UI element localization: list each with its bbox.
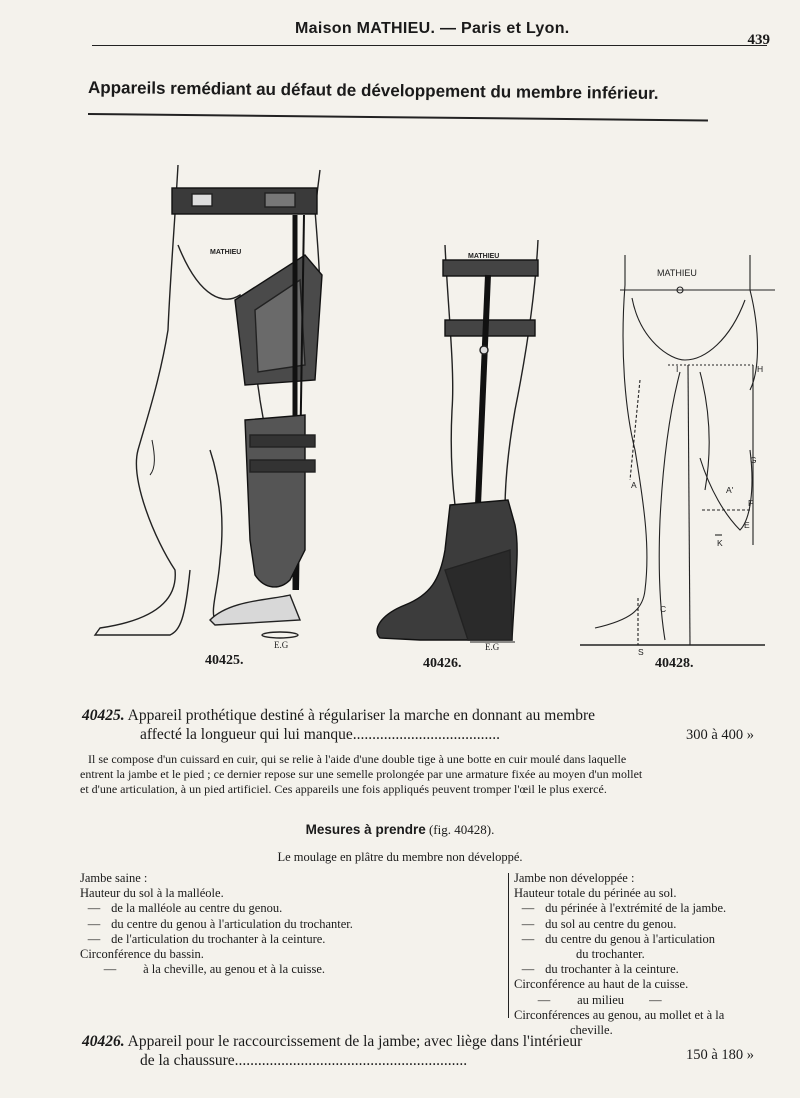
- fig2-signature: E.G: [485, 642, 500, 652]
- measures-title: Mesures à prendre: [305, 822, 426, 837]
- page-number: 439: [747, 32, 770, 48]
- left-line-1: Jambe saine :: [80, 871, 148, 885]
- fig3-letter-f: F: [748, 498, 754, 508]
- item-40425-line1: [82, 706, 595, 725]
- illustrations: [60, 150, 780, 670]
- measures-heading: [0, 822, 800, 838]
- fig3-letter-a2: A': [726, 485, 734, 495]
- figure-40426-leg-boot-illustration: [377, 240, 538, 642]
- header-house: Maison MATHIEU. — Paris et Lyon.: [295, 20, 570, 37]
- item-40425-line2: affecté la longueur qui lui manque......................................: [140, 726, 501, 743]
- item-40426-title: Appareil pour le raccourcissement de la jambe; avec liège dans l'intérieur: [127, 1033, 583, 1050]
- item-40425-desc-line1: Il se compose d'un cuissard en cuir, qui se relie à l'aide d'une double tige à une botte en cuir moulé dans laquelle: [88, 752, 627, 766]
- left-line-6: Circonférence du bassin.: [80, 947, 204, 962]
- fig3-letter-i: I: [676, 364, 679, 374]
- fig-number-40428: 40428.: [655, 656, 694, 671]
- lower-boot: [210, 415, 315, 638]
- right-line-2: Hauteur totale du périnée au sol.: [514, 886, 677, 901]
- right-line-1: Jambe non développée :: [514, 871, 635, 885]
- measures-fig-ref: (fig. 40428).: [428, 822, 495, 837]
- fig3-letter-c: C: [660, 604, 667, 614]
- left-line-5: — de l'articulation du trochanter à la ceinture.: [87, 931, 326, 946]
- left-line-3: — de la malléole au centre du genou.: [87, 901, 283, 916]
- fig3-letter-a: A: [631, 480, 637, 490]
- item-40426-line1: [82, 1032, 582, 1051]
- item-40425-title: Appareil prothétique destiné à régulariser la marche en donnant au membre: [127, 707, 596, 724]
- right-line-8: — au milieu —: [537, 992, 662, 1007]
- left-line-2: Hauteur du sol à la malléole.: [80, 886, 224, 901]
- fig-number-40426: 40426.: [423, 656, 462, 671]
- right-line-5b: du trochanter.: [576, 947, 645, 962]
- fig-number-40425: 40425.: [205, 653, 244, 668]
- right-line-6: — du trochanter à la ceinture.: [521, 962, 679, 977]
- fig3-letter-e: E: [744, 520, 750, 530]
- item-40425-price: 300 à 400 »: [686, 727, 755, 743]
- item-40426-line2: de la chaussure............................................................: [140, 1052, 468, 1069]
- fig1-signature: E.G: [274, 640, 289, 650]
- fig3-letter-s: S: [638, 647, 644, 657]
- right-line-9b: cheville.: [570, 1023, 613, 1038]
- right-line-9: Circonférences au genou, au mollet et à la: [514, 1007, 725, 1022]
- header-rule: [92, 45, 767, 46]
- section-rule: [88, 113, 708, 121]
- item-40426-price: 150 à 180 »: [686, 1047, 755, 1063]
- fig3-letter-h: H: [757, 364, 764, 374]
- measures-right-column: [514, 871, 726, 1038]
- fig1-brand: MATHIEU: [210, 249, 242, 256]
- right-line-7: Circonférence au haut de la cuisse.: [514, 977, 689, 992]
- fig3-letter-k: K: [717, 538, 723, 548]
- left-line-4: — du centre du genou à l'articulation du trochanter.: [87, 916, 353, 931]
- item-40425-desc-line3: et d'une articulation, à un pied artificiel. Ces appareils une fois appliqués peuvent tromper l'œil le plus exercé.: [80, 782, 607, 796]
- right-line-3: — du périnée à l'extrémité de la jambe.: [521, 901, 727, 916]
- figure-40428-measurement-diagram: [580, 255, 775, 645]
- thigh-belt: [172, 188, 317, 214]
- right-line-4: — du sol au centre du genou.: [521, 916, 677, 931]
- fig3-brand: MATHIEU: [657, 268, 697, 278]
- measures-left-column: [80, 871, 353, 977]
- fig2-brand: MATHIEU: [468, 253, 500, 260]
- left-line-7: — à la cheville, au genou et à la cuisse.: [103, 962, 325, 977]
- measures-moulage: Le moulage en plâtre du membre non développé.: [277, 850, 523, 864]
- fig3-letter-g: G: [750, 455, 757, 465]
- item-40425-desc-line2: entrent la jambe et le pied ; ce dernier repose sur une semelle prolongée par une armature fixée au moyen d'un mollet: [80, 767, 643, 781]
- item-40425-number: 40425.: [82, 707, 125, 724]
- section-title: Appareils remédiant au défaut de développement du membre inférieur.: [87, 78, 659, 103]
- right-line-5: — du centre du genou à l'articulation: [521, 931, 716, 946]
- measures-divider: [508, 873, 509, 1018]
- item-40426-number: 40426.: [82, 1033, 125, 1050]
